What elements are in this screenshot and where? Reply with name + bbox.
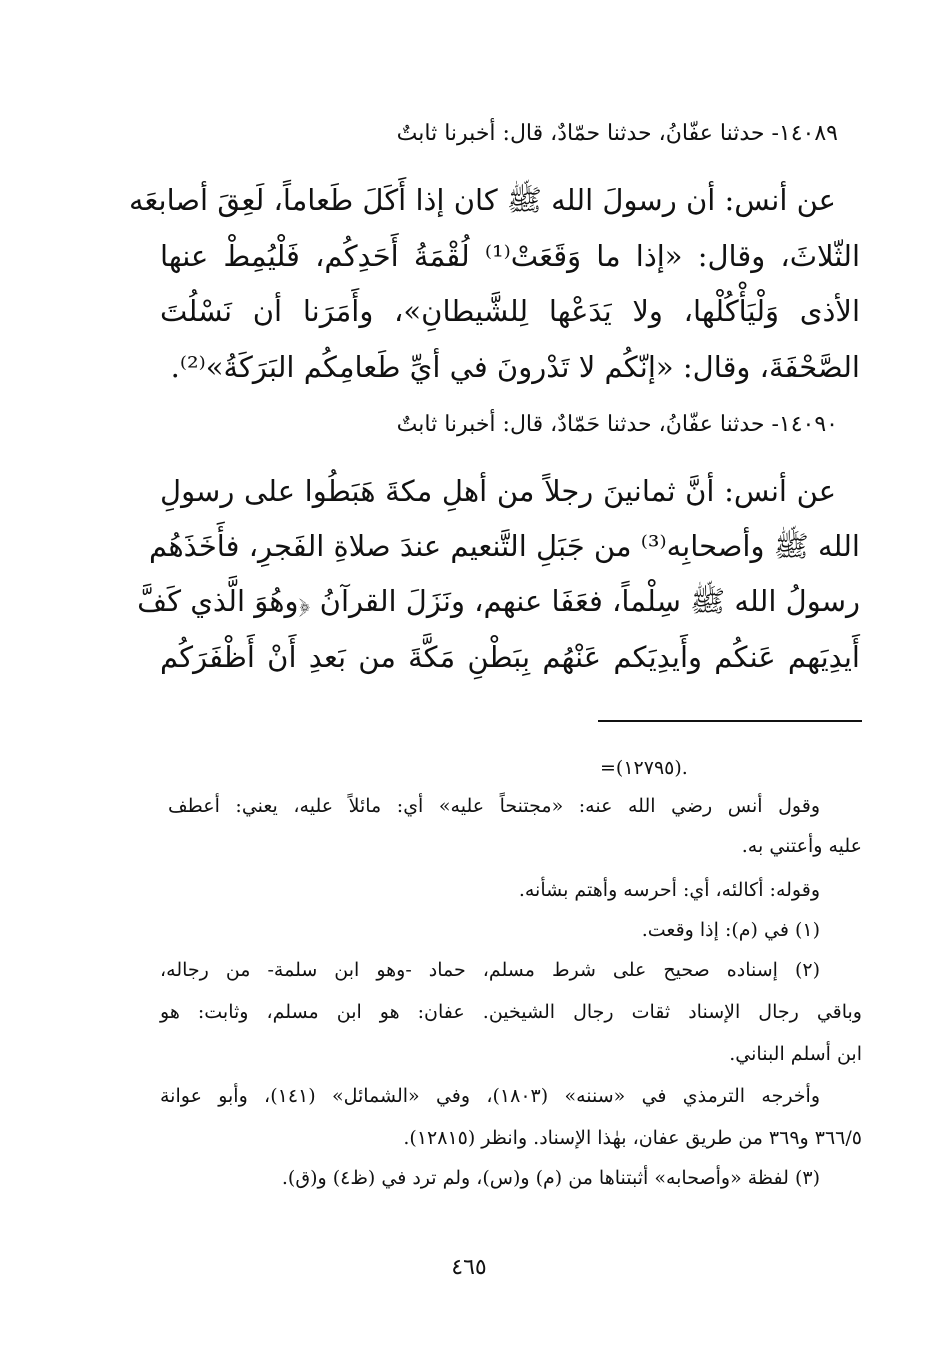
footnote-line: =(١٢٧٩٥). [600, 757, 688, 779]
footnote-line: ابن أسلم البناني. [729, 1043, 862, 1065]
footnote-line: وقوله: أكالئه، أي: أحرسه وأهتم بشأنه. [518, 879, 820, 901]
footnote-line: وباقي رجال الإسناد ثقات رجال الشيخين. عفان: هو ابن مسلم، وثابت: هو [160, 1001, 862, 1023]
footnote-line: ٣٦٦/٥ و٣٦٩ من طريق عفان، بهٰذا الإسناد. وانظر (١٢٨١٥). [403, 1127, 862, 1149]
footnote-line: (٢) إسناده صحيح على شرط مسلم، حماد -وهو ابن سلمة- من رجاله، [160, 959, 820, 981]
page-number: ٤٦٥ [451, 1255, 487, 1280]
hadith-header-14090: ١٤٠٩٠- حدثنا عفّانُ، حدثنا حَمّادٌ، قال: أخبرنا ثابتٌ [396, 412, 838, 437]
hadith-text-line: أَيدِيَهم عَنكُم وأَيدِيَكم عَنْهُم بِبَطْنِ مَكَّةَ من بَعدِ أَنْ أَظْفَرَكُم [160, 640, 860, 674]
hadith-text-line: رسولُ الله ﷺ سِلْماً، فعَفَا عنهم، ونَزَلَ القرآنُ ﴿وهُوَ الَّذي كَفَّ [137, 584, 860, 618]
hadith-text-line: عن أنس: أن رسولَ الله ﷺ كان إذا أَكَلَ طَعاماً، لَعِقَ أصابعَه [128, 183, 836, 217]
hadith-text-line: الصَّحْفَةَ، وقال: «إنّكُم لا تَدْرونَ في أيِّ طَعامِكُم البَرَكَةُ»⁽²⁾. [170, 350, 860, 384]
hadith-text-line: الثّلاثَ، وقال: «إذا ما وَقَعَتْ⁽¹⁾ لُقْمَةُ أَحَدِكُم، فَلْيُمِطْ عنها [160, 239, 860, 273]
hadith-header-14089: ١٤٠٨٩- حدثنا عفّانُ، حدثنا حمّادٌ، قال: أخبرنا ثابتٌ [396, 121, 838, 146]
footnote-line: (١) في (م): إذا وقعت. [641, 919, 820, 941]
footnote-line: وأخرجه الترمذي في «سننه» (١٨٠٣)، وفي «الشمائل» (١٤١)، وأبو عوانة [160, 1085, 821, 1107]
hadith-text-line: الله ﷺ وأصحابِه⁽³⁾ من جَبَلِ التَّنعيم عندَ صلاةِ الفَجرِ، فأَخَذَهُم [149, 529, 860, 563]
hadith-text-line: الأذى وَلْيَأْكُلْها، ولا يَدَعْها لِلشَّيطانِ»، وأَمَرَنا أن نَسْلُتَ [160, 294, 860, 328]
hadith-text-line: عن أنس: أنَّ ثمانينَ رجلاً من أهلِ مكةَ هَبَطُوا على رسولِ [160, 474, 836, 508]
footnote-divider [598, 720, 862, 722]
footnote-line: (٣) لفظة «وأصحابه» أثبتناها من (م) و(س)، ولم ترد في (ظ٤) و(ق). [281, 1167, 820, 1189]
footnote-line: وقول أنس رضي الله عنه: «مجتنحاً عليه» أي: مائلاً عليه، يعني: أعطف [168, 795, 820, 817]
footnote-line: عليه وأعتني به. [741, 835, 862, 857]
